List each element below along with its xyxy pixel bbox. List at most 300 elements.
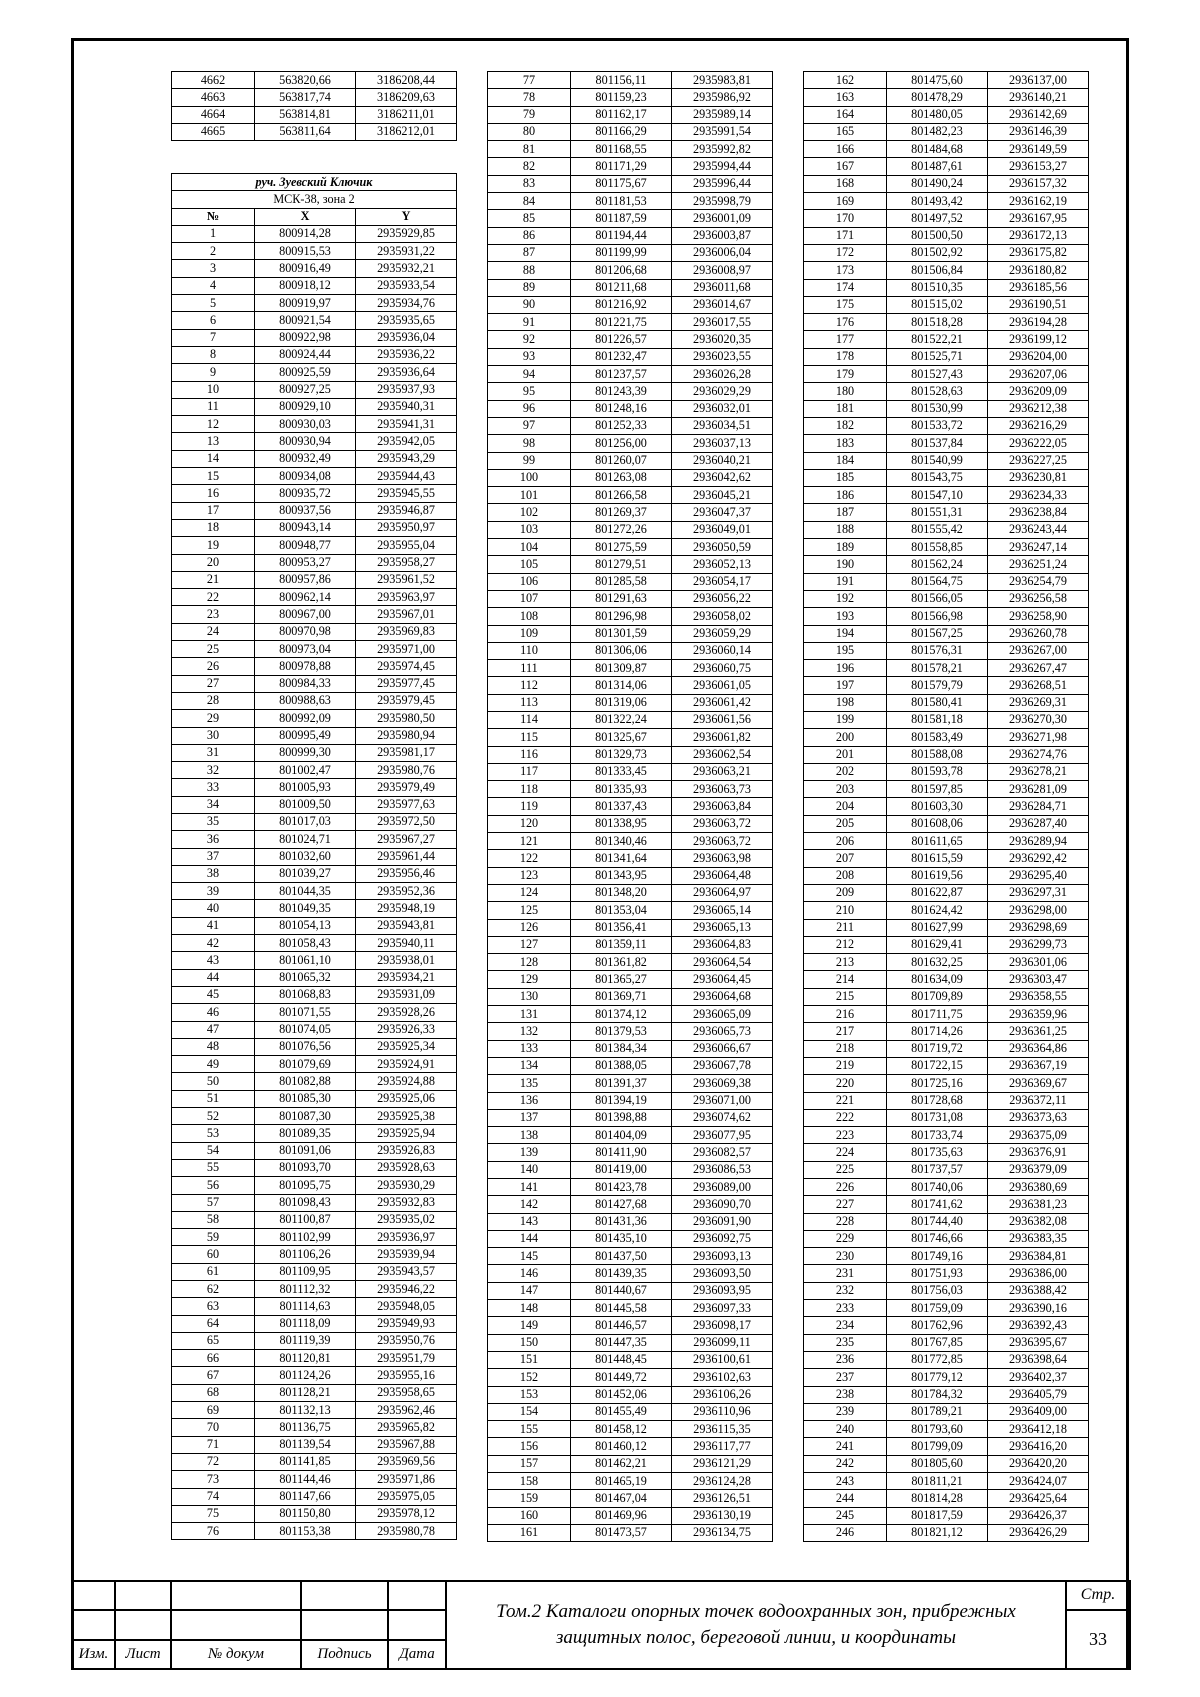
table-row (488, 141, 773, 158)
table-row (804, 1075, 1089, 1092)
point-number: 205 (804, 815, 887, 832)
y-coordinate: 2936054,17 (672, 573, 773, 590)
x-coordinate: 801296,98 (571, 608, 672, 625)
point-number: 14 (172, 450, 255, 467)
y-coordinate: 2935928,26 (356, 1004, 457, 1021)
x-coordinate: 801506,84 (887, 262, 988, 279)
table-row (172, 485, 457, 502)
table-row (804, 106, 1089, 123)
y-coordinate: 2936099,11 (672, 1334, 773, 1351)
x-coordinate: 800995,49 (255, 727, 356, 744)
point-number: 26 (172, 658, 255, 675)
x-coordinate: 801583,49 (887, 729, 988, 746)
x-coordinate: 801431,36 (571, 1213, 672, 1230)
point-number: 214 (804, 971, 887, 988)
table-row (804, 244, 1089, 261)
point-number: 202 (804, 763, 887, 780)
x-coordinate: 801044,35 (255, 883, 356, 900)
y-coordinate: 2936093,50 (672, 1265, 773, 1282)
table-row (488, 279, 773, 296)
point-number: 226 (804, 1179, 887, 1196)
y-coordinate: 3186209,63 (356, 89, 457, 106)
point-number: 85 (488, 210, 571, 227)
point-number: 220 (804, 1075, 887, 1092)
table-row (804, 850, 1089, 867)
table-row (172, 1263, 457, 1280)
x-coordinate: 801128,21 (255, 1384, 356, 1401)
y-coordinate: 2935951,79 (356, 1350, 457, 1367)
table-row (172, 1281, 457, 1298)
point-number: 81 (488, 141, 571, 158)
y-coordinate: 2936301,06 (988, 954, 1089, 971)
table-row (804, 1455, 1089, 1472)
table-row (488, 884, 773, 901)
y-coordinate: 2935926,33 (356, 1021, 457, 1038)
y-coordinate: 2936230,81 (988, 469, 1089, 486)
point-number: 95 (488, 383, 571, 400)
y-coordinate: 2936361,25 (988, 1023, 1089, 1040)
y-coordinate: 2936258,90 (988, 608, 1089, 625)
table-row (172, 1159, 457, 1176)
point-number: 36 (172, 831, 255, 848)
x-coordinate: 801309,87 (571, 660, 672, 677)
y-coordinate: 2936061,05 (672, 677, 773, 694)
table-row (488, 1369, 773, 1386)
y-coordinate: 2936049,01 (672, 521, 773, 538)
point-number: 101 (488, 487, 571, 504)
y-coordinate: 2936050,59 (672, 539, 773, 556)
y-coordinate: 2936167,95 (988, 210, 1089, 227)
x-coordinate: 801627,99 (887, 919, 988, 936)
y-coordinate: 2936042,62 (672, 469, 773, 486)
point-number: 58 (172, 1211, 255, 1228)
x-coordinate: 801153,38 (255, 1523, 356, 1540)
table-row (488, 1334, 773, 1351)
x-coordinate: 801440,67 (571, 1282, 672, 1299)
point-number: 100 (488, 469, 571, 486)
x-coordinate: 800943,14 (255, 519, 356, 536)
table-row (172, 1523, 457, 1540)
point-number: 197 (804, 677, 887, 694)
table-row (172, 398, 457, 415)
x-coordinate: 801333,45 (571, 763, 672, 780)
point-number: 108 (488, 608, 571, 625)
y-coordinate: 2936426,29 (988, 1524, 1089, 1541)
table-row (804, 123, 1089, 140)
point-number: 129 (488, 971, 571, 988)
point-number: 18 (172, 519, 255, 536)
table-row (804, 1230, 1089, 1247)
point-number: 8 (172, 346, 255, 363)
y-coordinate: 2935935,65 (356, 312, 457, 329)
point-number: 98 (488, 435, 571, 452)
point-number: 93 (488, 348, 571, 365)
x-coordinate: 801237,57 (571, 366, 672, 383)
y-coordinate: 2936137,00 (988, 72, 1089, 89)
y-coordinate: 2935925,38 (356, 1108, 457, 1125)
y-coordinate: 2935977,45 (356, 675, 457, 692)
table-row (804, 1023, 1089, 1040)
x-coordinate: 801335,93 (571, 781, 672, 798)
x-coordinate: 801068,83 (255, 986, 356, 1003)
y-coordinate: 2936063,21 (672, 763, 773, 780)
point-number: 116 (488, 746, 571, 763)
table-row (804, 1057, 1089, 1074)
point-number: 45 (172, 986, 255, 1003)
point-number: 133 (488, 1040, 571, 1057)
table-row (488, 435, 773, 452)
point-number: 189 (804, 539, 887, 556)
point-number: 151 (488, 1351, 571, 1368)
point-number: 165 (804, 123, 887, 140)
point-number: 153 (488, 1386, 571, 1403)
x-coordinate: 801079,69 (255, 1056, 356, 1073)
y-coordinate: 2936364,86 (988, 1040, 1089, 1057)
x-coordinate: 801540,99 (887, 452, 988, 469)
x-coordinate: 800924,44 (255, 346, 356, 363)
point-number: 24 (172, 623, 255, 640)
x-coordinate: 801811,21 (887, 1473, 988, 1490)
x-coordinate: 801634,09 (887, 971, 988, 988)
y-coordinate: 2935969,83 (356, 623, 457, 640)
y-coordinate: 2935936,97 (356, 1229, 457, 1246)
x-coordinate: 563811,64 (255, 123, 356, 140)
x-coordinate: 801100,87 (255, 1211, 356, 1228)
point-number: 38 (172, 865, 255, 882)
x-coordinate: 801435,10 (571, 1230, 672, 1247)
table-row (172, 329, 457, 346)
x-coordinate: 800992,09 (255, 710, 356, 727)
y-coordinate: 2935938,01 (356, 952, 457, 969)
point-number: 175 (804, 296, 887, 313)
y-coordinate: 2936386,00 (988, 1265, 1089, 1282)
y-coordinate: 2936047,37 (672, 504, 773, 521)
x-coordinate: 801139,54 (255, 1436, 356, 1453)
table-row (172, 692, 457, 709)
x-coordinate: 801384,34 (571, 1040, 672, 1057)
x-coordinate: 801567,25 (887, 625, 988, 642)
y-coordinate: 2935981,17 (356, 744, 457, 761)
table-row (172, 433, 457, 450)
point-number: 87 (488, 244, 571, 261)
table-row (172, 641, 457, 658)
table-row (172, 606, 457, 623)
x-coordinate: 801369,71 (571, 988, 672, 1005)
point-number: 71 (172, 1436, 255, 1453)
y-coordinate: 2936063,72 (672, 833, 773, 850)
y-coordinate: 2936303,47 (988, 971, 1089, 988)
point-number: 217 (804, 1023, 887, 1040)
x-coordinate: 801162,17 (571, 106, 672, 123)
table-row (172, 1488, 457, 1505)
table-row (172, 935, 457, 952)
point-number: 41 (172, 917, 255, 934)
x-coordinate: 801361,82 (571, 954, 672, 971)
point-number: 82 (488, 158, 571, 175)
y-coordinate: 2936115,35 (672, 1421, 773, 1438)
table-row (488, 210, 773, 227)
x-coordinate: 801168,55 (571, 141, 672, 158)
table-row (172, 381, 457, 398)
x-coordinate: 801735,63 (887, 1144, 988, 1161)
point-number: 186 (804, 487, 887, 504)
x-coordinate: 801216,92 (571, 296, 672, 313)
x-coordinate: 801039,27 (255, 865, 356, 882)
y-coordinate: 2935971,86 (356, 1471, 457, 1488)
point-number: 91 (488, 314, 571, 331)
point-number: 68 (172, 1384, 255, 1401)
x-coordinate: 801518,28 (887, 314, 988, 331)
y-coordinate: 2936358,55 (988, 988, 1089, 1005)
x-coordinate: 801789,21 (887, 1403, 988, 1420)
point-number: 213 (804, 954, 887, 971)
y-coordinate: 2936052,13 (672, 556, 773, 573)
x-coordinate: 801074,05 (255, 1021, 356, 1038)
table-row (172, 1453, 457, 1470)
x-coordinate: 801619,56 (887, 867, 988, 884)
y-coordinate: 2935925,06 (356, 1090, 457, 1107)
x-coordinate: 801490,24 (887, 175, 988, 192)
x-coordinate: 801314,06 (571, 677, 672, 694)
coord-table-stream (171, 173, 457, 1540)
x-coordinate: 801482,23 (887, 123, 988, 140)
x-coordinate: 800914,28 (255, 225, 356, 242)
x-coordinate: 801279,51 (571, 556, 672, 573)
table-row (804, 1369, 1089, 1386)
point-number: 145 (488, 1248, 571, 1265)
point-number: 236 (804, 1351, 887, 1368)
table-row (488, 296, 773, 313)
point-number: 9 (172, 364, 255, 381)
point-number: 78 (488, 89, 571, 106)
point-number: 152 (488, 1369, 571, 1386)
point-number: 75 (172, 1505, 255, 1522)
x-coordinate: 801480,05 (887, 106, 988, 123)
point-number: 245 (804, 1507, 887, 1524)
y-coordinate: 2935943,81 (356, 917, 457, 934)
x-coordinate: 801462,21 (571, 1455, 672, 1472)
point-number: 184 (804, 452, 887, 469)
x-coordinate: 563817,74 (255, 89, 356, 106)
point-number: 12 (172, 416, 255, 433)
x-coordinate: 801751,93 (887, 1265, 988, 1282)
table-row (172, 744, 457, 761)
table-row (804, 210, 1089, 227)
y-coordinate: 2936204,00 (988, 348, 1089, 365)
y-coordinate: 2935962,46 (356, 1402, 457, 1419)
table-row (488, 1300, 773, 1317)
table-row (488, 1092, 773, 1109)
table-row (804, 694, 1089, 711)
x-coordinate: 801159,23 (571, 89, 672, 106)
y-coordinate: 2936157,32 (988, 175, 1089, 192)
x-coordinate: 801733,74 (887, 1127, 988, 1144)
x-coordinate: 801024,71 (255, 831, 356, 848)
y-coordinate: 2935933,54 (356, 277, 457, 294)
y-coordinate: 2935941,31 (356, 416, 457, 433)
y-coordinate: 2935996,44 (672, 175, 773, 192)
point-number: 203 (804, 781, 887, 798)
x-coordinate: 801379,53 (571, 1023, 672, 1040)
point-number: 80 (488, 123, 571, 140)
point-number: 195 (804, 642, 887, 659)
x-coordinate: 801714,26 (887, 1023, 988, 1040)
point-number: 11 (172, 398, 255, 415)
table-row (488, 902, 773, 919)
point-number: 114 (488, 711, 571, 728)
point-number: 241 (804, 1438, 887, 1455)
table-row (172, 727, 457, 744)
table-row (172, 1090, 457, 1107)
point-number: 178 (804, 348, 887, 365)
x-coordinate: 801093,70 (255, 1159, 356, 1176)
table-row (804, 175, 1089, 192)
point-number: 105 (488, 556, 571, 573)
x-coordinate: 801089,35 (255, 1125, 356, 1142)
x-coordinate: 800916,49 (255, 260, 356, 277)
point-number: 74 (172, 1488, 255, 1505)
point-number: 126 (488, 919, 571, 936)
table-row (172, 831, 457, 848)
x-coordinate: 801341,64 (571, 850, 672, 867)
table-row (488, 1403, 773, 1420)
point-number: 55 (172, 1159, 255, 1176)
table-row (804, 72, 1089, 89)
point-number: 40 (172, 900, 255, 917)
x-coordinate: 801719,72 (887, 1040, 988, 1057)
table-row (804, 1040, 1089, 1057)
table-row (488, 227, 773, 244)
point-number: 30 (172, 727, 255, 744)
y-coordinate: 2935925,94 (356, 1125, 457, 1142)
point-number: 198 (804, 694, 887, 711)
y-coordinate: 2936063,84 (672, 798, 773, 815)
x-coordinate: 801141,85 (255, 1453, 356, 1470)
table-row (172, 225, 457, 242)
stamp-label-signature: Подпись (301, 1640, 388, 1669)
table-row (172, 986, 457, 1003)
table-row (488, 452, 773, 469)
table-row (804, 1109, 1089, 1126)
y-coordinate: 2936298,00 (988, 902, 1089, 919)
y-coordinate: 2936045,21 (672, 487, 773, 504)
x-coordinate: 801411,90 (571, 1144, 672, 1161)
x-coordinate: 800919,97 (255, 295, 356, 312)
table-row (488, 487, 773, 504)
y-coordinate: 2935956,46 (356, 865, 457, 882)
y-coordinate: 2936256,58 (988, 590, 1089, 607)
table-row (488, 1490, 773, 1507)
y-coordinate: 2935952,36 (356, 883, 457, 900)
x-coordinate: 801537,84 (887, 435, 988, 452)
point-number: 221 (804, 1092, 887, 1109)
x-coordinate: 801340,46 (571, 833, 672, 850)
y-coordinate: 2936001,09 (672, 210, 773, 227)
x-coordinate: 801533,72 (887, 417, 988, 434)
point-number: 61 (172, 1263, 255, 1280)
table-row (488, 72, 773, 89)
x-coordinate: 801136,75 (255, 1419, 356, 1436)
point-number: 59 (172, 1229, 255, 1246)
point-number: 69 (172, 1402, 255, 1419)
point-number: 190 (804, 556, 887, 573)
table-row (488, 417, 773, 434)
table-row (804, 1421, 1089, 1438)
y-coordinate: 2935969,56 (356, 1453, 457, 1470)
point-number: 53 (172, 1125, 255, 1142)
table-row (488, 677, 773, 694)
point-number: 4665 (172, 123, 255, 140)
x-coordinate: 801325,67 (571, 729, 672, 746)
point-number: 107 (488, 590, 571, 607)
x-coordinate: 801749,16 (887, 1248, 988, 1265)
page-label: Стр. (1066, 1581, 1130, 1610)
table-row (172, 571, 457, 588)
table-row (172, 813, 457, 830)
x-coordinate: 800962,14 (255, 589, 356, 606)
x-coordinate: 801391,37 (571, 1075, 672, 1092)
y-coordinate: 2935936,64 (356, 364, 457, 381)
x-coordinate: 801275,59 (571, 539, 672, 556)
x-coordinate: 801112,32 (255, 1281, 356, 1298)
point-number: 52 (172, 1108, 255, 1125)
y-coordinate: 2936260,78 (988, 625, 1089, 642)
x-coordinate: 800948,77 (255, 537, 356, 554)
x-coordinate: 801102,99 (255, 1229, 356, 1246)
y-coordinate: 2936238,84 (988, 504, 1089, 521)
y-coordinate: 2936064,97 (672, 884, 773, 901)
y-coordinate: 2936140,21 (988, 89, 1089, 106)
point-number: 70 (172, 1419, 255, 1436)
table-row (172, 710, 457, 727)
point-number: 164 (804, 106, 887, 123)
point-number: 142 (488, 1196, 571, 1213)
y-coordinate: 2936297,31 (988, 884, 1089, 901)
y-coordinate: 2936190,51 (988, 296, 1089, 313)
y-coordinate: 2935980,78 (356, 1523, 457, 1540)
point-number: 139 (488, 1144, 571, 1161)
y-coordinate: 2936194,28 (988, 314, 1089, 331)
x-coordinate: 801058,43 (255, 935, 356, 952)
table-row (804, 504, 1089, 521)
x-coordinate: 801527,43 (887, 366, 988, 383)
x-coordinate: 801522,21 (887, 331, 988, 348)
y-coordinate: 2936008,97 (672, 262, 773, 279)
y-coordinate: 2935961,52 (356, 571, 457, 588)
x-coordinate: 801493,42 (887, 193, 988, 210)
y-coordinate: 2936110,96 (672, 1403, 773, 1420)
table-row (804, 590, 1089, 607)
table-row (172, 900, 457, 917)
point-number: 173 (804, 262, 887, 279)
x-coordinate: 801784,32 (887, 1386, 988, 1403)
point-number: 7 (172, 329, 255, 346)
point-number: 138 (488, 1127, 571, 1144)
table-row (172, 277, 457, 294)
y-coordinate: 2936420,20 (988, 1455, 1089, 1472)
point-number: 67 (172, 1367, 255, 1384)
point-number: 156 (488, 1438, 571, 1455)
x-coordinate: 801437,50 (571, 1248, 672, 1265)
x-coordinate: 801319,06 (571, 694, 672, 711)
table-row (488, 1040, 773, 1057)
point-number: 225 (804, 1161, 887, 1178)
y-coordinate: 2935958,27 (356, 554, 457, 571)
table-row (488, 1455, 773, 1472)
x-coordinate: 801767,85 (887, 1334, 988, 1351)
table-row (804, 1196, 1089, 1213)
point-number: 111 (488, 660, 571, 677)
